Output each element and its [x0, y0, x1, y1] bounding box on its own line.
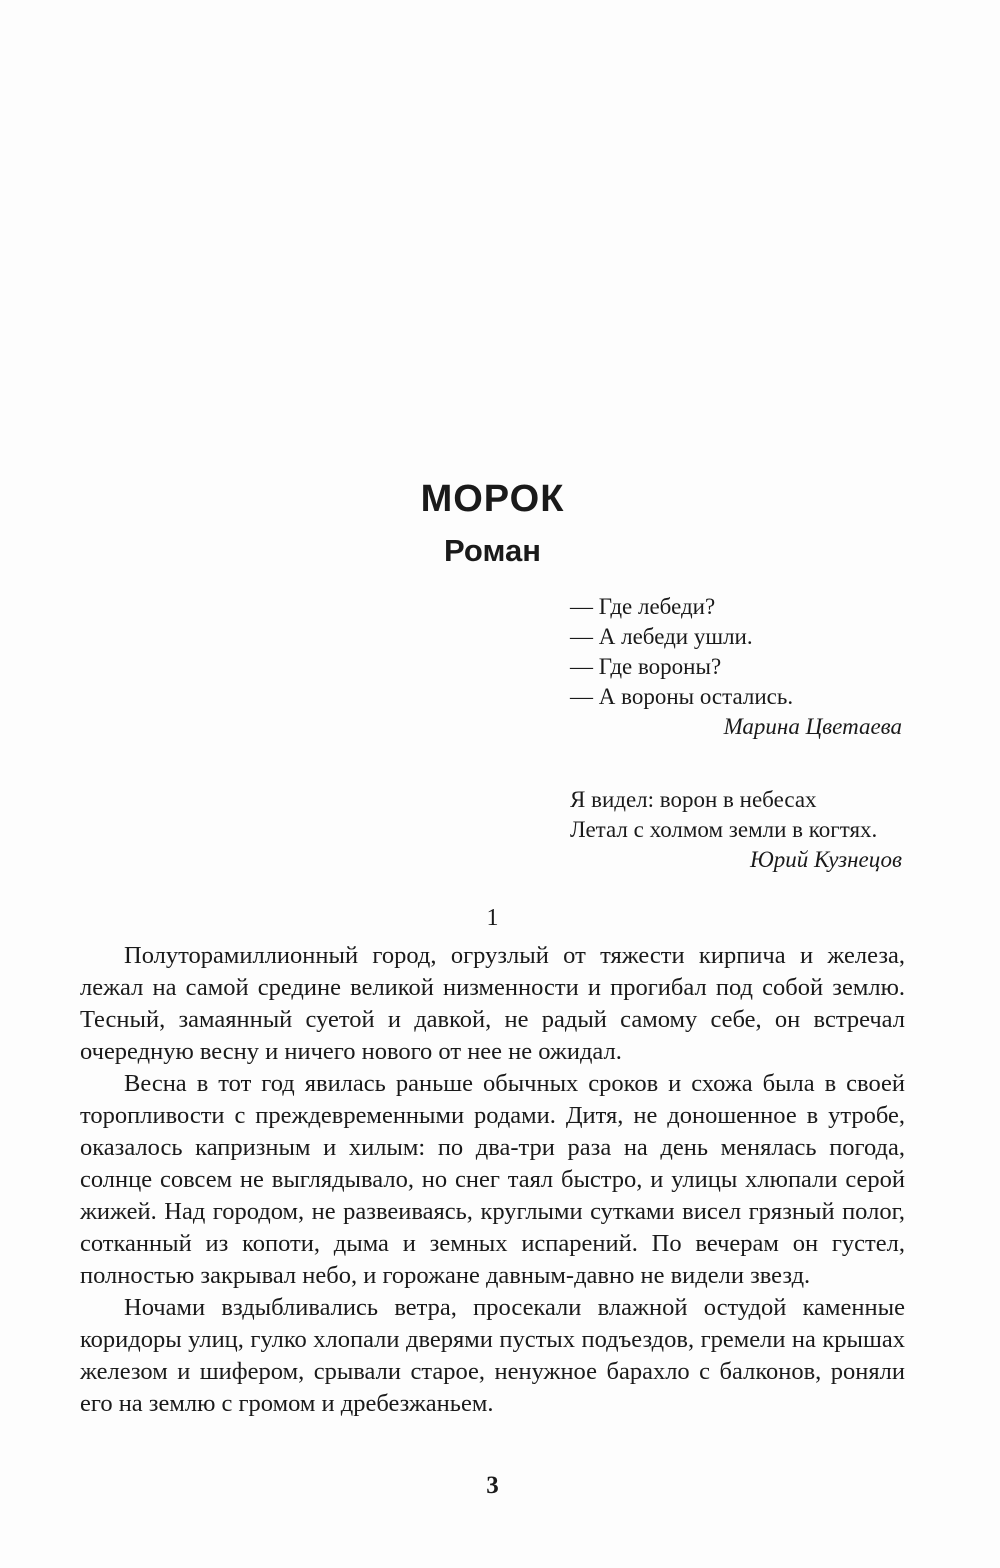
novel-subtitle: Роман: [444, 533, 541, 568]
epigraph-line: — А лебеди ушли.: [570, 624, 753, 649]
epigraph-tsvetaeva: [570, 592, 902, 742]
paragraph: Полуторамиллионный город, огрузлый от тяжести кирпича и железа, лежал на самой средине великой низменности и прогибал под собой землю. Тесный, замаянный суетой и давкой, не радый самому себе, он встречал очередную весну и ничего нового от нее не ожидал.: [80, 942, 905, 1065]
epigraph-line: Летал с холмом земли в когтях.: [570, 817, 878, 842]
paragraph: Весна в тот год явилась раньше обычных сроков и схожа была в своей торопливости с преждевременными родами. Дитя, не доношенное в утробе, оказалось капризным и хилым: по два-три раза на день менялась погода, солнце совсем не выглядывало, но снег таял быстро, и улицы хлюпали серой жижей. Над городом, не развеиваясь, круглыми сутками висел грязный полог, сотканный из копоти, дыма и земных испарений. По вечерам он густел, полностью закрывал небо, и горожане давным-давно не видели звезд.: [80, 1070, 905, 1289]
epigraph-kuznetsov: [570, 785, 902, 875]
epigraph-line: — Где лебеди?: [570, 594, 716, 619]
page-number: 3: [486, 1472, 499, 1499]
epigraph-line: Я видел: ворон в небесах: [570, 787, 817, 812]
novel-title: МОРОК: [420, 478, 565, 520]
chapter-body: [80, 940, 905, 1420]
epigraph-line: — Где вороны?: [570, 654, 722, 679]
epigraph-author: Марина Цветаева: [723, 714, 902, 739]
paragraph: Ночами вздыбливались ветра, просекали влажной остудой каменные коридоры улиц, гулко хлопали дверями пустых подъездов, гремели на крышах железом и шифером, срывали старое, ненужное барахло с балконов, роняли его на землю с громом и дребезжаньем.: [80, 1294, 905, 1417]
epigraph-line: — А вороны остались.: [570, 684, 794, 709]
chapter-number: 1: [486, 905, 499, 931]
epigraph-author: Юрий Кузнецов: [749, 847, 902, 872]
